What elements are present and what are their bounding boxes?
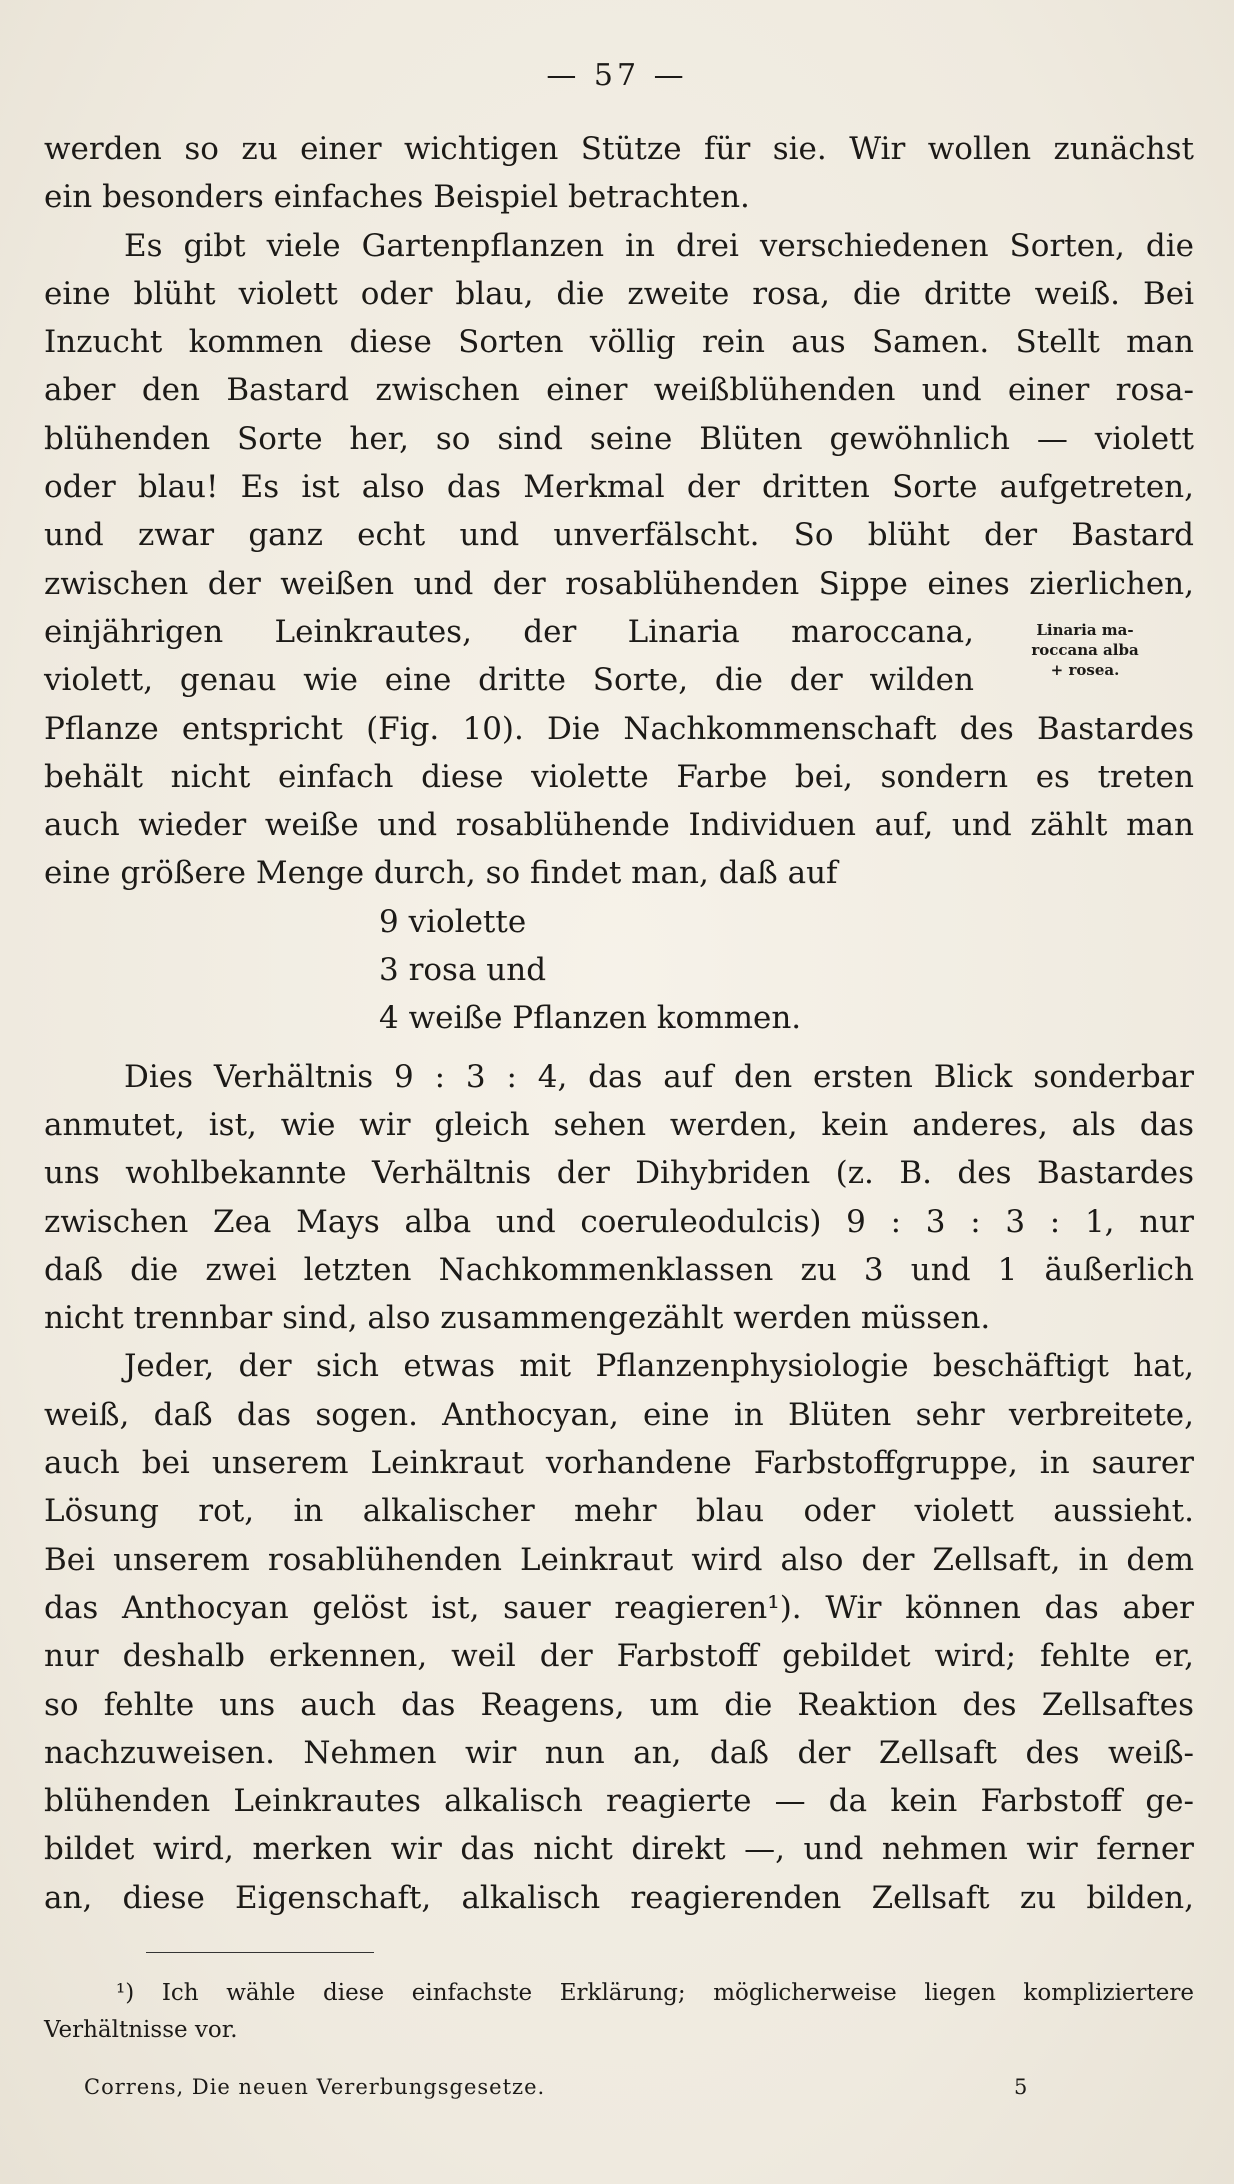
text-line: Jeder, der sich etwas mit Pflanzenphysiologie beschäftigt hat, [124,1348,1194,1385]
text-line: so fehlte uns auch das Reagens, um die Reaktion des Zellsaftes [44,1686,1194,1723]
text-line: blühenden Leinkrautes alkalisch reagierte — da kein Farbstoff ge- [44,1783,1194,1820]
page-number: — 57 — [546,58,688,93]
text-line: Bei unserem rosablühenden Leinkraut wird also der Zellsaft, in dem [44,1541,1194,1578]
text-line: ein besonders einfaches Beispiel betrachten. [44,179,750,216]
main-text [44,125,1194,1922]
text-line: das Anthocyan gelöst ist, sauer reagieren¹). Wir können das aber [44,1589,1194,1626]
text-line: und zwar ganz echt und unverfälscht. So blüht der Bastard [44,517,1194,554]
list-item: 9 violette [379,903,527,940]
ratio-list [44,898,1194,1043]
footnote-rule [146,1952,374,1953]
text-line: aber den Bastard zwischen einer weißblühenden und einer rosa- [44,372,1194,409]
footnote [44,1975,1194,2049]
list-item: 3 rosa und [379,952,547,989]
text-line: Inzucht kommen diese Sorten völlig rein aus Samen. Stellt man [44,324,1194,361]
text-line: auch wieder weiße und rosablühende Individuen auf, und zählt man [44,807,1194,844]
footnote-line: ¹) Ich wähle diese einfachste Erklärung; möglicherweise liegen kompliziertere [116,1980,1194,2006]
text-line: zwischen der weißen und der rosablühenden Sippe eines zierlichen, [44,565,1194,602]
text-line: eine größere Menge durch, so findet man, daß auf [44,855,838,892]
footnote-line: Verhältnisse vor. [44,2017,238,2043]
text-line: auch bei unserem Leinkraut vorhandene Farbstoffgruppe, in saurer [44,1445,1194,1482]
margin-note-line: roccana alba [1031,641,1139,659]
text-line: weiß, daß das sogen. Anthocyan, eine in Blüten sehr verbreitete, [44,1396,1194,1433]
text-line: blühenden Sorte her, so sind seine Blüten gewöhnlich — violett [44,420,1194,457]
text-line: nicht trennbar sind, also zusammengezählt werden müssen. [44,1300,991,1337]
text-line: zwischen Zea Mays alba und coeruleodulcis) 9 : 3 : 3 : 1, nur [44,1203,1194,1240]
text-line: Dies Verhältnis 9 : 3 : 4, das auf den ersten Blick sonderbar [124,1058,1194,1095]
book-signature: Correns, Die neuen Vererbungsgesetze. [84,2075,546,2099]
text-line: oder blau! Es ist also das Merkmal der dritten Sorte aufgetreten, [44,469,1194,506]
list-item: 4 weiße Pflanzen kommen. [379,1000,802,1037]
text-line: behält nicht einfach diese violette Farbe bei, sondern es treten [44,758,1194,795]
text-line: uns wohlbekannte Verhältnis der Dihybriden (z. B. des Bastardes [44,1155,1194,1192]
text-line: einjährigen Leinkrautes, der Linaria maroccana, [44,613,974,650]
sheet-number: 5 [1014,2075,1029,2099]
margin-note-line: Linaria ma- [1036,621,1134,639]
signature-line [84,2075,1184,2099]
text-line: Pflanze entspricht (Fig. 10). Die Nachkommenschaft des Bastardes [44,710,1194,747]
text-line: werden so zu einer wichtigen Stütze für sie. Wir wollen zunächst [44,131,1194,167]
margin-note [980,620,1190,680]
text-line: nachzuweisen. Nehmen wir nun an, daß der Zellsaft des weiß- [44,1734,1194,1771]
text-line: nur deshalb erkennen, weil der Farbstoff gebildet wird; fehlte er, [44,1638,1194,1675]
text-line: anmutet, ist, wie wir gleich sehen werden, kein anderes, als das [44,1106,1194,1143]
margin-note-line: + rosea. [1050,661,1120,679]
text-line: bildet wird, merken wir das nicht direkt —, und nehmen wir ferner [44,1831,1194,1868]
text-line: daß die zwei letzten Nachkommenklassen zu 3 und 1 äußerlich [44,1251,1194,1288]
text-line: eine blüht violett oder blau, die zweite rosa, die dritte weiß. Bei [44,275,1194,312]
text-line: an, diese Eigenschaft, alkalisch reagierenden Zellsaft zu bilden, [44,1879,1194,1916]
text-line: Es gibt viele Gartenpflanzen in drei verschiedenen Sorten, die [124,227,1194,264]
text-line: Lösung rot, in alkalischer mehr blau oder violett aussieht. [44,1493,1194,1530]
text-line: violett, genau wie eine dritte Sorte, die der wilden [44,662,974,699]
